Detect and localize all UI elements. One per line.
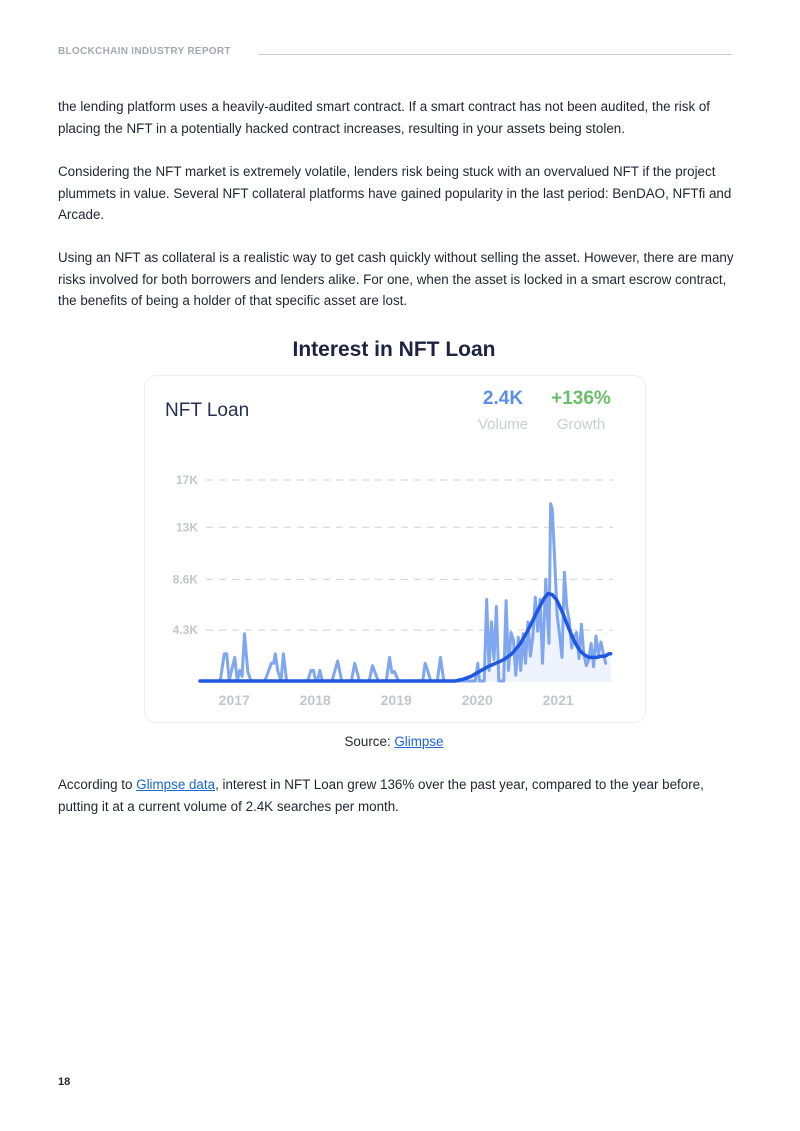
paragraph-volatility: Considering the NFT market is extremely volatile, lenders risk being stuck with an overvalued NFT if the project plummets in value. Several NFT collateral platforms have gained popularity in the last period: BenDAO, NFTfi and Arcade.: [58, 164, 732, 222]
summary-prefix: According to: [58, 777, 137, 792]
page-number: 18: [58, 1076, 71, 1088]
x-tick-label: 2019: [380, 692, 412, 708]
y-tick-label: 4.3K: [172, 623, 198, 638]
x-tick-label: 2017: [218, 692, 250, 708]
card-title: NFT Loan: [165, 400, 250, 421]
paragraph-collateral-risks: Using an NFT as collateral is a realistic way to get cash quickly without selling the asset. However, there are many risks involved for both borrowers and lenders alike. For one, when the asset is locked in a smart escrow contract, the benefits of being a holder of that specific asset are lost.: [58, 250, 734, 308]
report-header-label: BLOCKCHAIN INDUSTRY REPORT: [58, 46, 231, 57]
chart-card: [144, 375, 646, 723]
x-tick-label: 2018: [299, 692, 331, 708]
source-prefix: Source:: [344, 734, 395, 749]
growth-value: +136%: [551, 388, 611, 409]
volume-value: 2.4K: [482, 388, 524, 409]
paragraph-glimpse-summary: [58, 774, 742, 817]
volume-label: Volume: [477, 416, 529, 433]
source-caption: [0, 734, 788, 749]
x-tick-label: 2021: [542, 692, 574, 708]
growth-label: Growth: [556, 416, 606, 433]
paragraph-audited-contract: the lending platform uses a heavily-audited smart contract. If a smart contract has not been audited, the risk of placing the NFT in a potentially hacked contract increases, resulting in your assets being stolen.: [58, 99, 711, 136]
x-tick-label: 2020: [461, 692, 493, 708]
y-tick-label: 13K: [175, 520, 198, 535]
summary-text: , interest in NFT Loan grew 136% over the past year, compared to the year before, putting it at a current volume of 2.4K searches per month.: [58, 777, 704, 814]
source-link[interactable]: Glimpse: [394, 734, 444, 749]
y-tick-label: 8.6K: [172, 572, 198, 587]
glimpse-data-link[interactable]: Glimpse data: [136, 777, 216, 792]
chart-heading: Interest in NFT Loan: [292, 338, 496, 361]
header-divider: [258, 54, 732, 55]
trend-chart: [145, 376, 645, 722]
y-tick-label: 17K: [175, 473, 198, 487]
